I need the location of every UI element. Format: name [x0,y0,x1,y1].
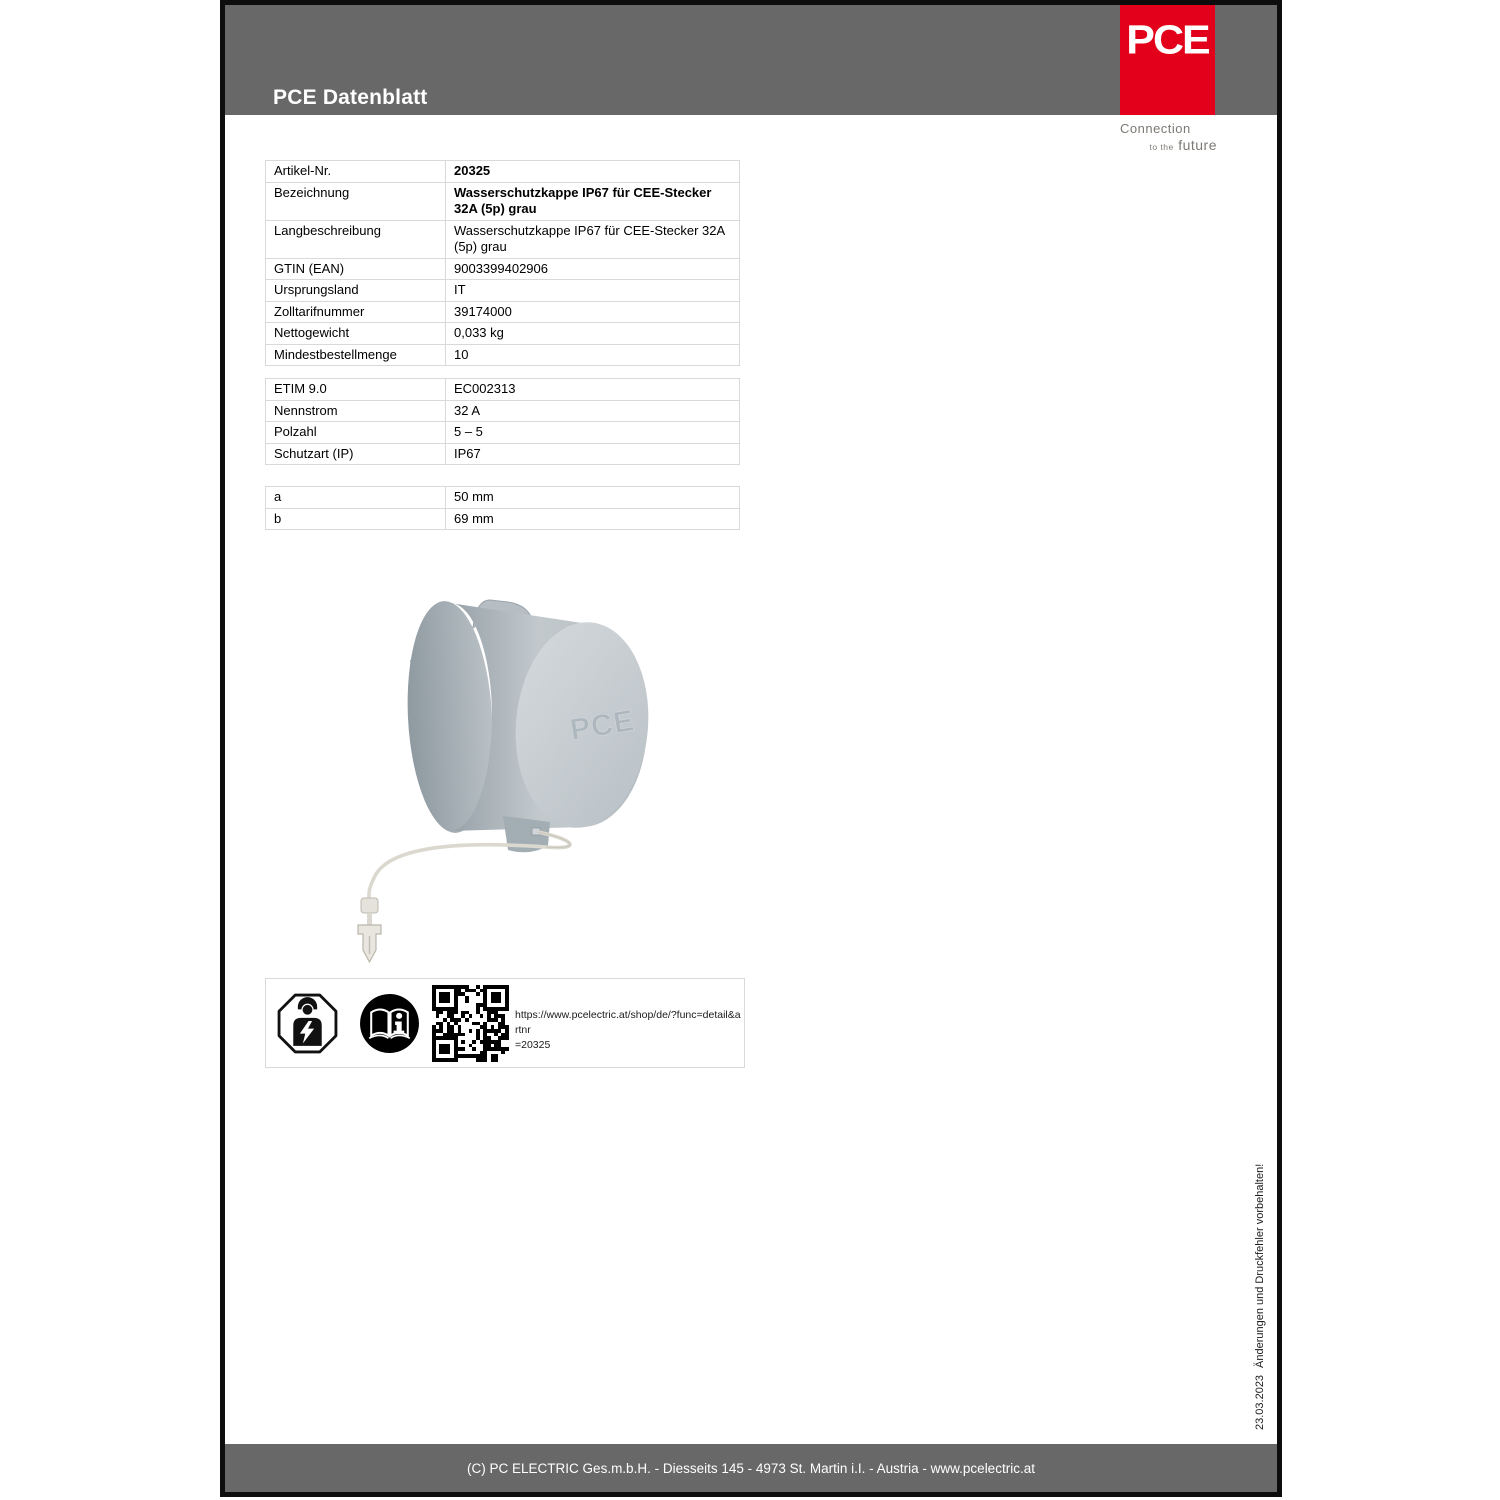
table-row: Ursprungsland IT [266,280,740,302]
table-row: Mindestbestellmenge 10 [266,344,740,366]
table-row: Polzahl 5 – 5 [266,422,740,444]
electrician-icon [276,992,339,1055]
footer-bar [225,1444,1277,1492]
table-row: Zolltarifnummer 39174000 [266,301,740,323]
table-row: Nennstrom 32 A [266,400,740,422]
tagline-connection: Connection [1120,121,1191,136]
disclaimer-vertical-text: Änderungen und Druckfehler vorbehalten! [1254,1163,1266,1368]
product-url: https://www.pcelectric.at/shop/de/?func=detail&artnr =20325 [515,1009,741,1051]
footer-text: (C) PC ELECTRIC Ges.m.b.H. - Diesseits 145 - 4973 St. Martin i.I. - Austria - www.pcelectric.at [467,1460,1035,1476]
pce-logo [1120,5,1215,115]
cord-stem [367,913,372,925]
table-row: a 50 mm [266,487,740,509]
date-vertical-text: 23.03.2023 [1254,1374,1266,1430]
table-row: Bezeichnung Wasserschutzkappe IP67 für CEE-Stecker 32A (5p) grau [266,182,740,220]
link-row [265,978,745,1068]
etim-table [265,378,740,465]
table-row: b 69 mm [266,508,740,530]
table-row: GTIN (EAN) 9003399402906 [266,258,740,280]
product-photo-protective-cap [350,588,670,978]
table-row: Schutzart (IP) IP67 [266,443,740,465]
datasheet-page [220,0,1282,1497]
instruction-manual-icon [358,992,421,1055]
product-data-table [265,160,740,366]
logo-tagline [1120,121,1217,155]
qr-code [432,985,509,1062]
cord-bead [361,898,378,913]
table-row: Langbeschreibung Wasserschutzkappe IP67 für CEE-Stecker 32A (5p) grau [266,220,740,258]
embossed-logo-text: PCE [567,704,637,747]
table-row: Nettogewicht 0,033 kg [266,323,740,345]
dimensions-table [265,486,740,530]
tagline-future: to the future [1149,137,1217,153]
pce-logo-text: PCE [1126,17,1209,64]
table-row: ETIM 9.0 EC002313 [266,379,740,401]
page-title: PCE Datenblatt [273,86,428,109]
table-row: Artikel-Nr. 20325 [266,161,740,183]
